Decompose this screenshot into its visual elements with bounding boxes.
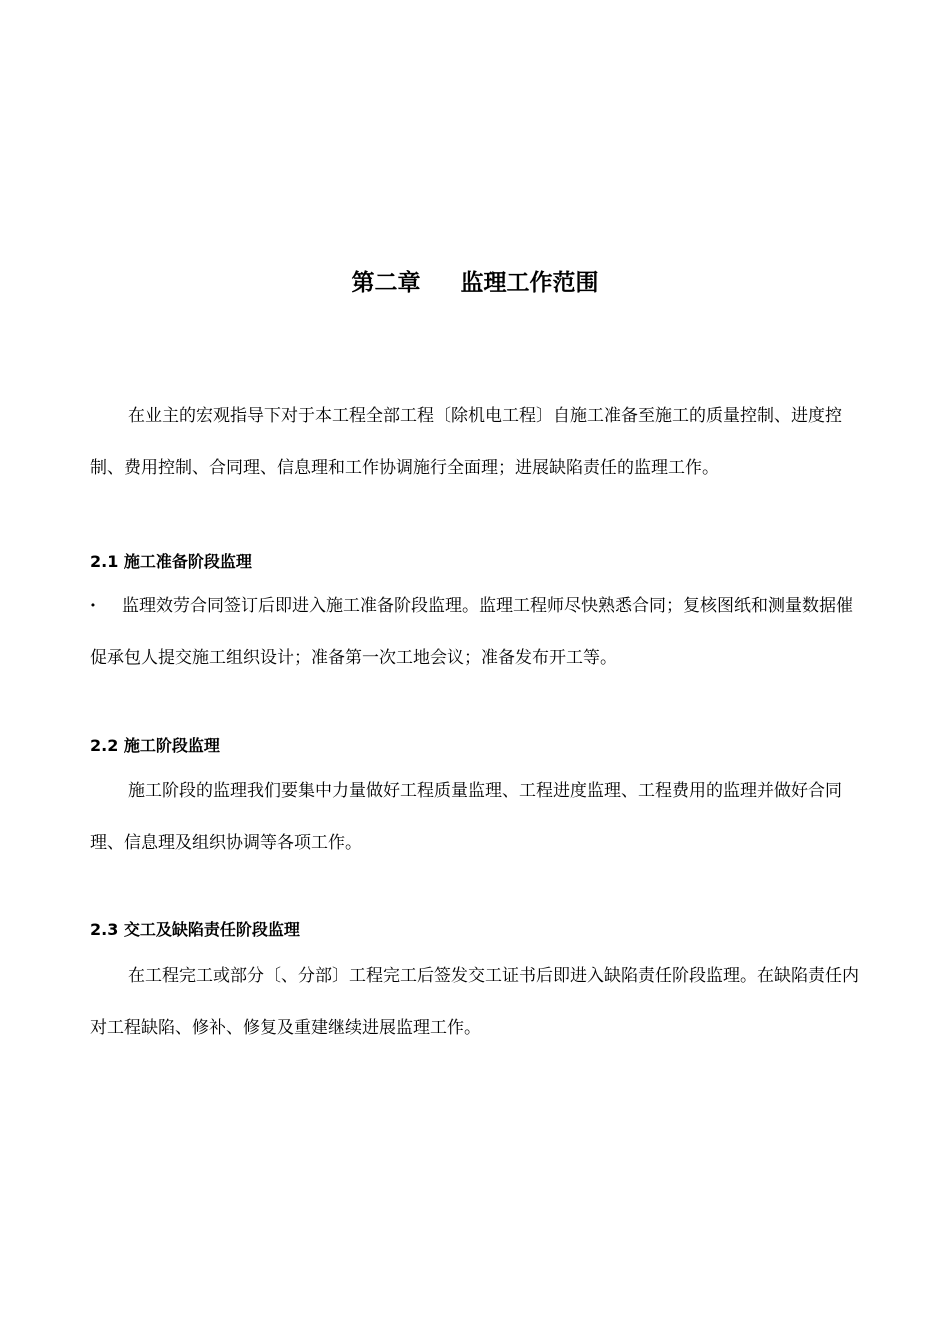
section-heading-2-3: 2.3 交工及缺陷责任阶段监理 [90, 920, 300, 939]
intro-text: 在业主的宏观指导下对于本工程全部工程〔除机电工程〕自施工准备至施工的质量控制、进度控制、费用控制、合同理、信息理和工作协调施行全面理；进展缺陷责任的监理工作。 [90, 406, 842, 478]
section-heading-2-2: 2.2 施工阶段监理 [90, 736, 220, 755]
section-heading-2-1: 2.1 施工准备阶段监理 [90, 552, 252, 571]
section-2-2-paragraph [90, 765, 862, 869]
section-2-3-text: 在工程完工或部分〔、分部〕工程完工后签发交工证书后即进入缺陷责任阶段监理。在缺陷责任内对工程缺陷、修补、修复及重建继续进展监理工作。 [90, 966, 859, 1038]
section-2-1-text: 监理效劳合同签订后即进入施工准备阶段监理。监理工程师尽快熟悉合同；复核图纸和测量数据催促承包人提交施工组织设计；准备第一次工地会议；准备发布开工等。 [90, 596, 853, 668]
section-2-1-paragraph [90, 580, 862, 684]
chapter-title: 第二章 监理工作范围 [351, 270, 599, 296]
bullet-marker: · [90, 596, 96, 616]
section-2-2-text: 施工阶段的监理我们要集中力量做好工程质量监理、工程进度监理、工程费用的监理并做好合同理、信息理及组织协调等各项工作。 [90, 781, 842, 853]
section-2-3-paragraph [90, 950, 862, 1054]
intro-paragraph [90, 390, 862, 494]
